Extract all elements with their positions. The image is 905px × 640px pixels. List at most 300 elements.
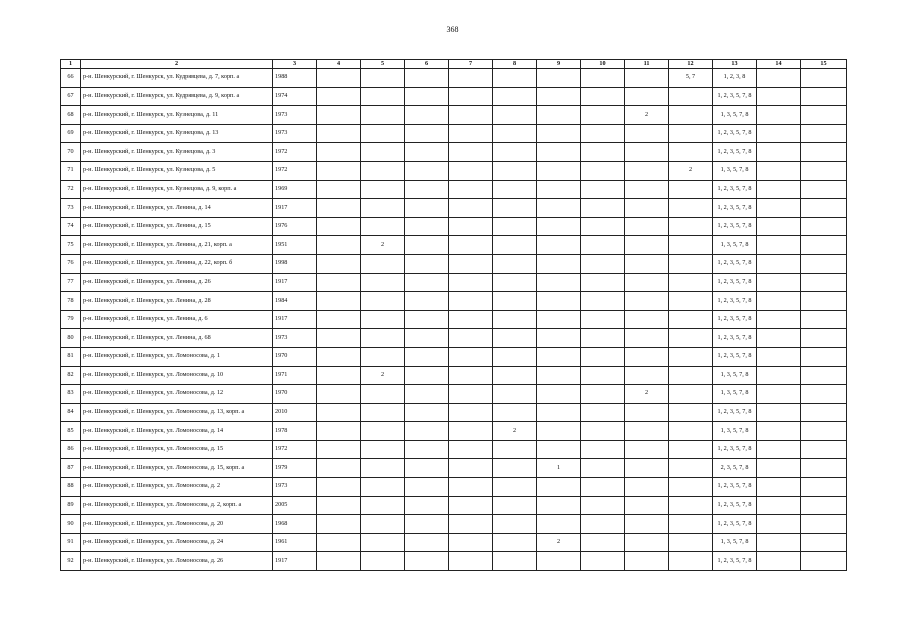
- table-row: [61, 106, 847, 125]
- col11-cell: [625, 366, 669, 385]
- year-cell: 1973: [273, 329, 317, 348]
- col9-cell: [537, 385, 581, 404]
- col6-cell: [405, 552, 449, 571]
- row-number: 70: [61, 143, 81, 162]
- address-cell: р-н. Шенкурский, г. Шенкурск, ул. Ломоносова, д. 24: [81, 533, 273, 552]
- year-cell: 1969: [273, 180, 317, 199]
- col5-cell: [361, 87, 405, 106]
- col14-cell: [757, 254, 801, 273]
- col8-cell: [493, 124, 537, 143]
- col5-cell: [361, 124, 405, 143]
- col5-cell: [361, 403, 405, 422]
- col13-cell: 1, 3, 5, 7, 8: [713, 106, 757, 125]
- col5-cell: [361, 533, 405, 552]
- table-row: [61, 552, 847, 571]
- year-cell: 1970: [273, 385, 317, 404]
- year-cell: 1917: [273, 199, 317, 218]
- col8-cell: [493, 440, 537, 459]
- col11-cell: [625, 87, 669, 106]
- col9-cell: [537, 422, 581, 441]
- col5-cell: [361, 459, 405, 478]
- col12-cell: [669, 254, 713, 273]
- column-header-7: 7: [449, 60, 493, 69]
- col7-cell: [449, 292, 493, 311]
- col6-cell: [405, 199, 449, 218]
- col12-cell: 2: [669, 161, 713, 180]
- col6-cell: [405, 106, 449, 125]
- col14-cell: [757, 310, 801, 329]
- col4-cell: [317, 143, 361, 162]
- col12-cell: [669, 403, 713, 422]
- col8-cell: [493, 552, 537, 571]
- table-row: [61, 292, 847, 311]
- col13-cell: 1, 3, 5, 7, 8: [713, 366, 757, 385]
- col7-cell: [449, 459, 493, 478]
- year-cell: 1968: [273, 515, 317, 534]
- column-header-12: 12: [669, 60, 713, 69]
- col9-cell: [537, 161, 581, 180]
- col15-cell: [801, 236, 847, 255]
- col8-cell: [493, 385, 537, 404]
- col13-cell: 1, 3, 5, 7, 8: [713, 236, 757, 255]
- col12-cell: [669, 329, 713, 348]
- row-number: 90: [61, 515, 81, 534]
- col14-cell: [757, 106, 801, 125]
- col9-cell: [537, 254, 581, 273]
- col14-cell: [757, 385, 801, 404]
- year-cell: 1979: [273, 459, 317, 478]
- col10-cell: [581, 329, 625, 348]
- col13-cell: 1, 2, 3, 5, 7, 8: [713, 273, 757, 292]
- col6-cell: [405, 403, 449, 422]
- col15-cell: [801, 385, 847, 404]
- table-row: [61, 69, 847, 88]
- col8-cell: 2: [493, 422, 537, 441]
- col11-cell: [625, 292, 669, 311]
- col7-cell: [449, 199, 493, 218]
- col9-cell: [537, 440, 581, 459]
- col13-cell: 1, 2, 3, 5, 7, 8: [713, 143, 757, 162]
- col5-cell: [361, 292, 405, 311]
- col14-cell: [757, 292, 801, 311]
- col6-cell: [405, 347, 449, 366]
- col7-cell: [449, 69, 493, 88]
- col10-cell: [581, 161, 625, 180]
- table-row: [61, 273, 847, 292]
- col11-cell: [625, 533, 669, 552]
- row-number: 85: [61, 422, 81, 441]
- col8-cell: [493, 254, 537, 273]
- col6-cell: [405, 180, 449, 199]
- col11-cell: 2: [625, 385, 669, 404]
- col13-cell: 1, 2, 3, 5, 7, 8: [713, 347, 757, 366]
- col14-cell: [757, 440, 801, 459]
- col9-cell: [537, 329, 581, 348]
- col15-cell: [801, 347, 847, 366]
- col14-cell: [757, 236, 801, 255]
- col6-cell: [405, 143, 449, 162]
- year-cell: 2005: [273, 496, 317, 515]
- col15-cell: [801, 440, 847, 459]
- col7-cell: [449, 403, 493, 422]
- col8-cell: [493, 69, 537, 88]
- year-cell: 1998: [273, 254, 317, 273]
- col8-cell: [493, 478, 537, 497]
- col6-cell: [405, 459, 449, 478]
- address-cell: р-н. Шенкурский, г. Шенкурск, ул. Ленина, д. 15: [81, 217, 273, 236]
- col15-cell: [801, 273, 847, 292]
- col4-cell: [317, 273, 361, 292]
- year-cell: 1951: [273, 236, 317, 255]
- col7-cell: [449, 440, 493, 459]
- address-cell: р-н. Шенкурский, г. Шенкурск, ул. Ломоносова, д. 2: [81, 478, 273, 497]
- col10-cell: [581, 124, 625, 143]
- col13-cell: 1, 2, 3, 5, 7, 8: [713, 199, 757, 218]
- col15-cell: [801, 87, 847, 106]
- col8-cell: [493, 366, 537, 385]
- col13-cell: 1, 2, 3, 5, 7, 8: [713, 254, 757, 273]
- col4-cell: [317, 87, 361, 106]
- col6-cell: [405, 478, 449, 497]
- col14-cell: [757, 403, 801, 422]
- col8-cell: [493, 87, 537, 106]
- row-number: 89: [61, 496, 81, 515]
- col10-cell: [581, 143, 625, 162]
- col10-cell: [581, 552, 625, 571]
- col14-cell: [757, 533, 801, 552]
- column-header-8: 8: [493, 60, 537, 69]
- col10-cell: [581, 199, 625, 218]
- col13-cell: 1, 2, 3, 5, 7, 8: [713, 87, 757, 106]
- col4-cell: [317, 385, 361, 404]
- col9-cell: [537, 403, 581, 422]
- col14-cell: [757, 273, 801, 292]
- col10-cell: [581, 254, 625, 273]
- address-cell: р-н. Шенкурский, г. Шенкурск, ул. Ленина, д. 26: [81, 273, 273, 292]
- col11-cell: [625, 217, 669, 236]
- col10-cell: [581, 347, 625, 366]
- col6-cell: [405, 310, 449, 329]
- year-cell: 1972: [273, 161, 317, 180]
- col9-cell: [537, 478, 581, 497]
- col11-cell: [625, 273, 669, 292]
- col15-cell: [801, 106, 847, 125]
- table-row: [61, 143, 847, 162]
- col12-cell: [669, 422, 713, 441]
- address-cell: р-н. Шенкурский, г. Шенкурск, ул. Ленина, д. 14: [81, 199, 273, 218]
- col8-cell: [493, 347, 537, 366]
- col14-cell: [757, 347, 801, 366]
- col9-cell: [537, 87, 581, 106]
- col5-cell: [361, 515, 405, 534]
- address-cell: р-н. Шенкурский, г. Шенкурск, ул. Ломоносова, д. 2, корп. а: [81, 496, 273, 515]
- col11-cell: [625, 347, 669, 366]
- col13-cell: 1, 2, 3, 5, 7, 8: [713, 552, 757, 571]
- col15-cell: [801, 366, 847, 385]
- table-row: [61, 217, 847, 236]
- col8-cell: [493, 180, 537, 199]
- col12-cell: [669, 292, 713, 311]
- col13-cell: 1, 3, 5, 7, 8: [713, 385, 757, 404]
- col13-cell: 1, 2, 3, 5, 7, 8: [713, 124, 757, 143]
- col15-cell: [801, 533, 847, 552]
- col9-cell: [537, 552, 581, 571]
- col6-cell: [405, 236, 449, 255]
- col13-cell: 1, 3, 5, 7, 8: [713, 161, 757, 180]
- col4-cell: [317, 533, 361, 552]
- col10-cell: [581, 459, 625, 478]
- year-cell: 1917: [273, 552, 317, 571]
- table-row: [61, 533, 847, 552]
- col11-cell: [625, 422, 669, 441]
- address-cell: р-н. Шенкурский, г. Шенкурск, ул. Кузнецова, д. 9, корп. а: [81, 180, 273, 199]
- col5-cell: [361, 347, 405, 366]
- col9-cell: [537, 366, 581, 385]
- address-cell: р-н. Шенкурский, г. Шенкурск, ул. Ленина, д. 6: [81, 310, 273, 329]
- col13-cell: 1, 2, 3, 5, 7, 8: [713, 515, 757, 534]
- table-row: [61, 161, 847, 180]
- col7-cell: [449, 273, 493, 292]
- col12-cell: [669, 440, 713, 459]
- col6-cell: [405, 385, 449, 404]
- col13-cell: 2, 3, 5, 7, 8: [713, 459, 757, 478]
- col14-cell: [757, 87, 801, 106]
- col7-cell: [449, 106, 493, 125]
- col12-cell: [669, 385, 713, 404]
- col4-cell: [317, 459, 361, 478]
- row-number: 74: [61, 217, 81, 236]
- col15-cell: [801, 161, 847, 180]
- col9-cell: [537, 236, 581, 255]
- row-number: 77: [61, 273, 81, 292]
- col9-cell: [537, 124, 581, 143]
- column-header-3: 3: [273, 60, 317, 69]
- col12-cell: [669, 87, 713, 106]
- col10-cell: [581, 440, 625, 459]
- col6-cell: [405, 292, 449, 311]
- row-number: 79: [61, 310, 81, 329]
- col11-cell: [625, 180, 669, 199]
- col6-cell: [405, 422, 449, 441]
- address-cell: р-н. Шенкурский, г. Шенкурск, ул. Ломоносова, д. 14: [81, 422, 273, 441]
- row-number: 92: [61, 552, 81, 571]
- col14-cell: [757, 366, 801, 385]
- col9-cell: [537, 347, 581, 366]
- col7-cell: [449, 254, 493, 273]
- col10-cell: [581, 310, 625, 329]
- row-number: 76: [61, 254, 81, 273]
- col5-cell: [361, 552, 405, 571]
- col10-cell: [581, 403, 625, 422]
- col12-cell: [669, 310, 713, 329]
- col14-cell: [757, 329, 801, 348]
- table-row: [61, 515, 847, 534]
- col15-cell: [801, 217, 847, 236]
- col4-cell: [317, 69, 361, 88]
- col13-cell: 1, 2, 3, 5, 7, 8: [713, 310, 757, 329]
- col8-cell: [493, 459, 537, 478]
- year-cell: 1970: [273, 347, 317, 366]
- year-cell: 2010: [273, 403, 317, 422]
- address-cell: р-н. Шенкурский, г. Шенкурск, ул. Ломоносова, д. 26: [81, 552, 273, 571]
- row-number: 69: [61, 124, 81, 143]
- col5-cell: [361, 217, 405, 236]
- col10-cell: [581, 533, 625, 552]
- year-cell: 1973: [273, 124, 317, 143]
- col4-cell: [317, 180, 361, 199]
- address-cell: р-н. Шенкурский, г. Шенкурск, ул. Ленина, д. 21, корп. а: [81, 236, 273, 255]
- col7-cell: [449, 496, 493, 515]
- col10-cell: [581, 236, 625, 255]
- column-header-14: 14: [757, 60, 801, 69]
- col5-cell: [361, 180, 405, 199]
- col12-cell: [669, 515, 713, 534]
- col4-cell: [317, 106, 361, 125]
- col5-cell: [361, 440, 405, 459]
- col14-cell: [757, 124, 801, 143]
- col11-cell: [625, 515, 669, 534]
- col12-cell: [669, 180, 713, 199]
- col5-cell: [361, 69, 405, 88]
- col14-cell: [757, 422, 801, 441]
- row-number: 83: [61, 385, 81, 404]
- col14-cell: [757, 199, 801, 218]
- col12-cell: [669, 496, 713, 515]
- column-header-1: 1: [61, 60, 81, 69]
- col12-cell: [669, 273, 713, 292]
- col7-cell: [449, 422, 493, 441]
- col8-cell: [493, 329, 537, 348]
- col10-cell: [581, 366, 625, 385]
- table-row: [61, 366, 847, 385]
- col5-cell: [361, 254, 405, 273]
- col5-cell: [361, 422, 405, 441]
- page-number: 368: [446, 25, 459, 34]
- col10-cell: [581, 106, 625, 125]
- col15-cell: [801, 496, 847, 515]
- col15-cell: [801, 143, 847, 162]
- col4-cell: [317, 236, 361, 255]
- col11-cell: [625, 161, 669, 180]
- col5-cell: [361, 478, 405, 497]
- row-number: 72: [61, 180, 81, 199]
- address-cell: р-н. Шенкурский, г. Шенкурск, ул. Кудрявцева, д. 9, корп. а: [81, 87, 273, 106]
- col15-cell: [801, 403, 847, 422]
- col9-cell: [537, 143, 581, 162]
- col8-cell: [493, 143, 537, 162]
- col13-cell: 1, 2, 3, 5, 7, 8: [713, 217, 757, 236]
- col15-cell: [801, 329, 847, 348]
- year-cell: 1972: [273, 440, 317, 459]
- col15-cell: [801, 515, 847, 534]
- col10-cell: [581, 422, 625, 441]
- col7-cell: [449, 478, 493, 497]
- col5-cell: 2: [361, 236, 405, 255]
- col6-cell: [405, 124, 449, 143]
- col13-cell: 1, 2, 3, 5, 7, 8: [713, 403, 757, 422]
- col5-cell: [361, 199, 405, 218]
- col15-cell: [801, 180, 847, 199]
- table-row: [61, 422, 847, 441]
- table-row: [61, 310, 847, 329]
- column-header-13: 13: [713, 60, 757, 69]
- col11-cell: [625, 124, 669, 143]
- col8-cell: [493, 161, 537, 180]
- column-header-9: 9: [537, 60, 581, 69]
- col12-cell: [669, 217, 713, 236]
- row-number: 80: [61, 329, 81, 348]
- row-number: 75: [61, 236, 81, 255]
- address-cell: р-н. Шенкурский, г. Шенкурск, ул. Ломоносова, д. 13, корп. а: [81, 403, 273, 422]
- address-cell: р-н. Шенкурский, г. Шенкурск, ул. Ломоносова, д. 10: [81, 366, 273, 385]
- col10-cell: [581, 292, 625, 311]
- col14-cell: [757, 69, 801, 88]
- col15-cell: [801, 124, 847, 143]
- column-header-6: 6: [405, 60, 449, 69]
- housing-register-table: [60, 59, 847, 571]
- address-cell: р-н. Шенкурский, г. Шенкурск, ул. Ленина, д. 28: [81, 292, 273, 311]
- col13-cell: 1, 2, 3, 5, 7, 8: [713, 440, 757, 459]
- col7-cell: [449, 515, 493, 534]
- row-number: 81: [61, 347, 81, 366]
- col15-cell: [801, 459, 847, 478]
- row-number: 71: [61, 161, 81, 180]
- col7-cell: [449, 180, 493, 199]
- col15-cell: [801, 254, 847, 273]
- col9-cell: [537, 515, 581, 534]
- col8-cell: [493, 515, 537, 534]
- col4-cell: [317, 310, 361, 329]
- col4-cell: [317, 347, 361, 366]
- year-cell: 1917: [273, 310, 317, 329]
- col10-cell: [581, 69, 625, 88]
- year-cell: 1971: [273, 366, 317, 385]
- table-row: [61, 403, 847, 422]
- col11-cell: [625, 329, 669, 348]
- col11-cell: [625, 143, 669, 162]
- col4-cell: [317, 124, 361, 143]
- col9-cell: [537, 310, 581, 329]
- address-cell: р-н. Шенкурский, г. Шенкурск, ул. Кузнецова, д. 5: [81, 161, 273, 180]
- row-number: 88: [61, 478, 81, 497]
- col14-cell: [757, 552, 801, 571]
- col5-cell: [361, 496, 405, 515]
- col13-cell: 1, 3, 5, 7, 8: [713, 533, 757, 552]
- year-cell: 1973: [273, 478, 317, 497]
- col4-cell: [317, 161, 361, 180]
- col13-cell: 1, 2, 3, 5, 7, 8: [713, 496, 757, 515]
- col10-cell: [581, 180, 625, 199]
- header-row: [61, 60, 847, 69]
- row-number: 73: [61, 199, 81, 218]
- col5-cell: [361, 329, 405, 348]
- col9-cell: [537, 199, 581, 218]
- col10-cell: [581, 515, 625, 534]
- col9-cell: [537, 106, 581, 125]
- col6-cell: [405, 496, 449, 515]
- table-row: [61, 236, 847, 255]
- col14-cell: [757, 161, 801, 180]
- col15-cell: [801, 292, 847, 311]
- col8-cell: [493, 273, 537, 292]
- col13-cell: 1, 2, 3, 5, 7, 8: [713, 292, 757, 311]
- col7-cell: [449, 236, 493, 255]
- col12-cell: [669, 459, 713, 478]
- column-header-2: 2: [81, 60, 273, 69]
- col12-cell: [669, 478, 713, 497]
- col13-cell: 1, 2, 3, 8: [713, 69, 757, 88]
- col14-cell: [757, 180, 801, 199]
